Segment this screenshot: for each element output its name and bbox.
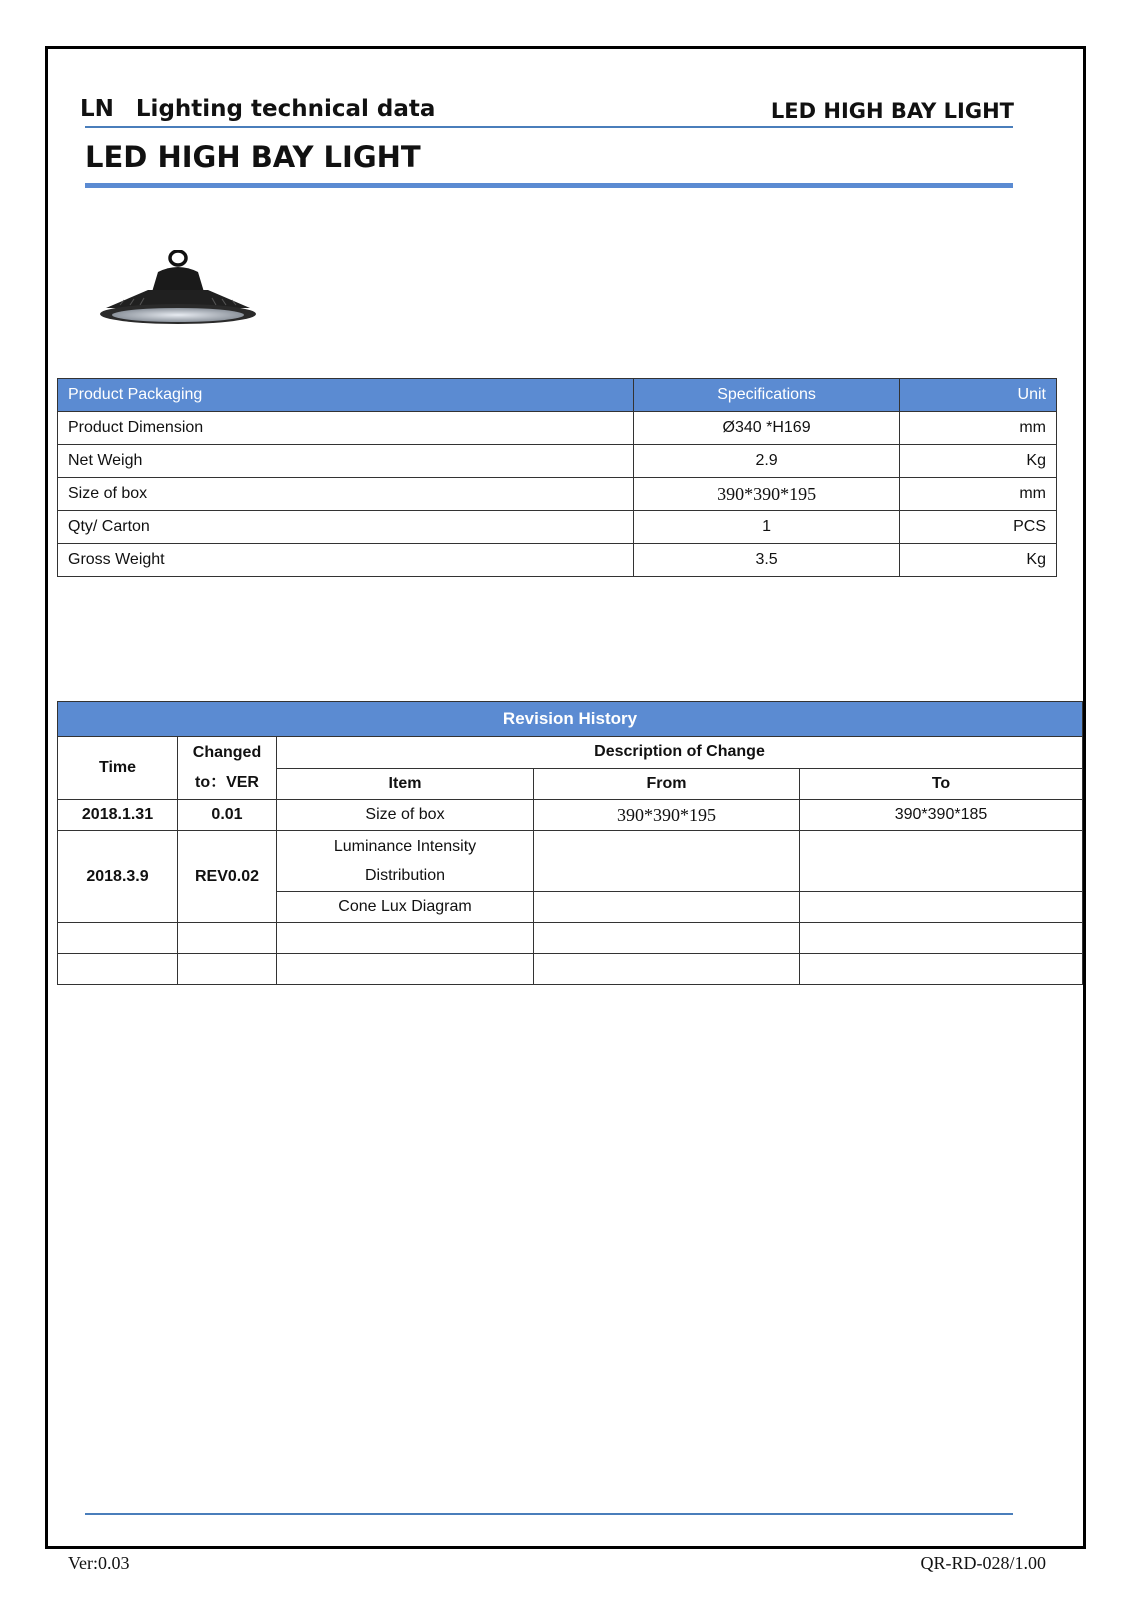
packaging-item: Net Weigh xyxy=(58,445,634,478)
packaging-header-row xyxy=(58,379,1057,412)
table-row xyxy=(58,544,1057,577)
revision-from xyxy=(534,892,800,923)
packaging-unit: mm xyxy=(900,478,1057,511)
table-row xyxy=(58,954,1083,985)
footer-divider xyxy=(85,1513,1013,1515)
product-image xyxy=(100,250,265,335)
revision-to xyxy=(800,892,1083,923)
revision-to xyxy=(800,831,1083,892)
packaging-unit: Kg xyxy=(900,445,1057,478)
revision-history-table xyxy=(57,701,1083,985)
packaging-table xyxy=(57,378,1057,577)
revision-history-title: Revision History xyxy=(58,702,1083,737)
title-divider xyxy=(85,183,1013,188)
empty-cell xyxy=(277,954,534,985)
revision-item-line2: Distribution xyxy=(364,867,446,884)
revision-item-line1: Luminance Intensity xyxy=(333,838,477,855)
packaging-item: Size of box xyxy=(58,478,634,511)
empty-cell xyxy=(58,923,178,954)
revision-item: Size of box xyxy=(277,800,534,831)
packaging-unit: PCS xyxy=(900,511,1057,544)
packaging-unit: Kg xyxy=(900,544,1057,577)
packaging-col-unit: Unit xyxy=(900,379,1057,412)
revision-col-time: Time xyxy=(58,737,178,800)
empty-cell xyxy=(178,954,277,985)
header-right-title: LED HIGH BAY LIGHT xyxy=(770,99,1014,123)
empty-cell xyxy=(178,923,277,954)
revision-col-to: To xyxy=(800,768,1083,800)
revision-item: Cone Lux Diagram xyxy=(277,892,534,923)
table-row xyxy=(58,445,1057,478)
revision-time: 2018.3.9 xyxy=(58,831,178,923)
revision-col-item: Item xyxy=(277,768,534,800)
table-row xyxy=(58,412,1057,445)
header-divider xyxy=(85,126,1013,128)
footer-doc-code: QR-RD-028/1.00 xyxy=(920,1553,1046,1573)
revision-col-from: From xyxy=(534,768,800,800)
packaging-spec: 2.9 xyxy=(633,445,899,478)
table-row xyxy=(58,831,1083,892)
empty-cell xyxy=(534,954,800,985)
table-row xyxy=(58,478,1057,511)
revision-col-changed xyxy=(178,737,277,800)
packaging-col-spec: Specifications xyxy=(633,379,899,412)
empty-cell xyxy=(534,923,800,954)
packaging-item: Qty/ Carton xyxy=(58,511,634,544)
header-left xyxy=(80,96,435,122)
empty-cell xyxy=(800,954,1083,985)
packaging-col-item: Product Packaging xyxy=(58,379,634,412)
revision-to: 390*390*185 xyxy=(800,800,1083,831)
empty-cell xyxy=(800,923,1083,954)
revision-time: 2018.1.31 xyxy=(58,800,178,831)
packaging-item: Product Dimension xyxy=(58,412,634,445)
packaging-spec: 390*390*195 xyxy=(633,478,899,511)
revision-col-description: Description of Change xyxy=(277,737,1083,769)
empty-cell xyxy=(58,954,178,985)
packaging-unit: mm xyxy=(900,412,1057,445)
empty-cell xyxy=(277,923,534,954)
revision-col-changed-line2: to：VER xyxy=(194,774,259,791)
footer-version: Ver:0.03 xyxy=(68,1553,130,1573)
packaging-spec: 1 xyxy=(633,511,899,544)
brand-logo-text: LN xyxy=(80,96,114,122)
revision-from: 390*390*195 xyxy=(534,800,800,831)
revision-from xyxy=(534,831,800,892)
table-row xyxy=(58,923,1083,954)
header-subtitle: Lighting technical data xyxy=(135,96,436,122)
packaging-spec: 3.5 xyxy=(633,544,899,577)
packaging-spec: Ø340 *H169 xyxy=(633,412,899,445)
packaging-item: Gross Weight xyxy=(58,544,634,577)
revision-item xyxy=(277,831,534,892)
table-row xyxy=(58,511,1057,544)
table-row xyxy=(58,800,1083,831)
revision-version: 0.01 xyxy=(178,800,277,831)
revision-version: REV0.02 xyxy=(178,831,277,923)
page-title: LED HIGH BAY LIGHT xyxy=(85,140,421,174)
revision-col-changed-line1: Changed xyxy=(192,744,262,761)
